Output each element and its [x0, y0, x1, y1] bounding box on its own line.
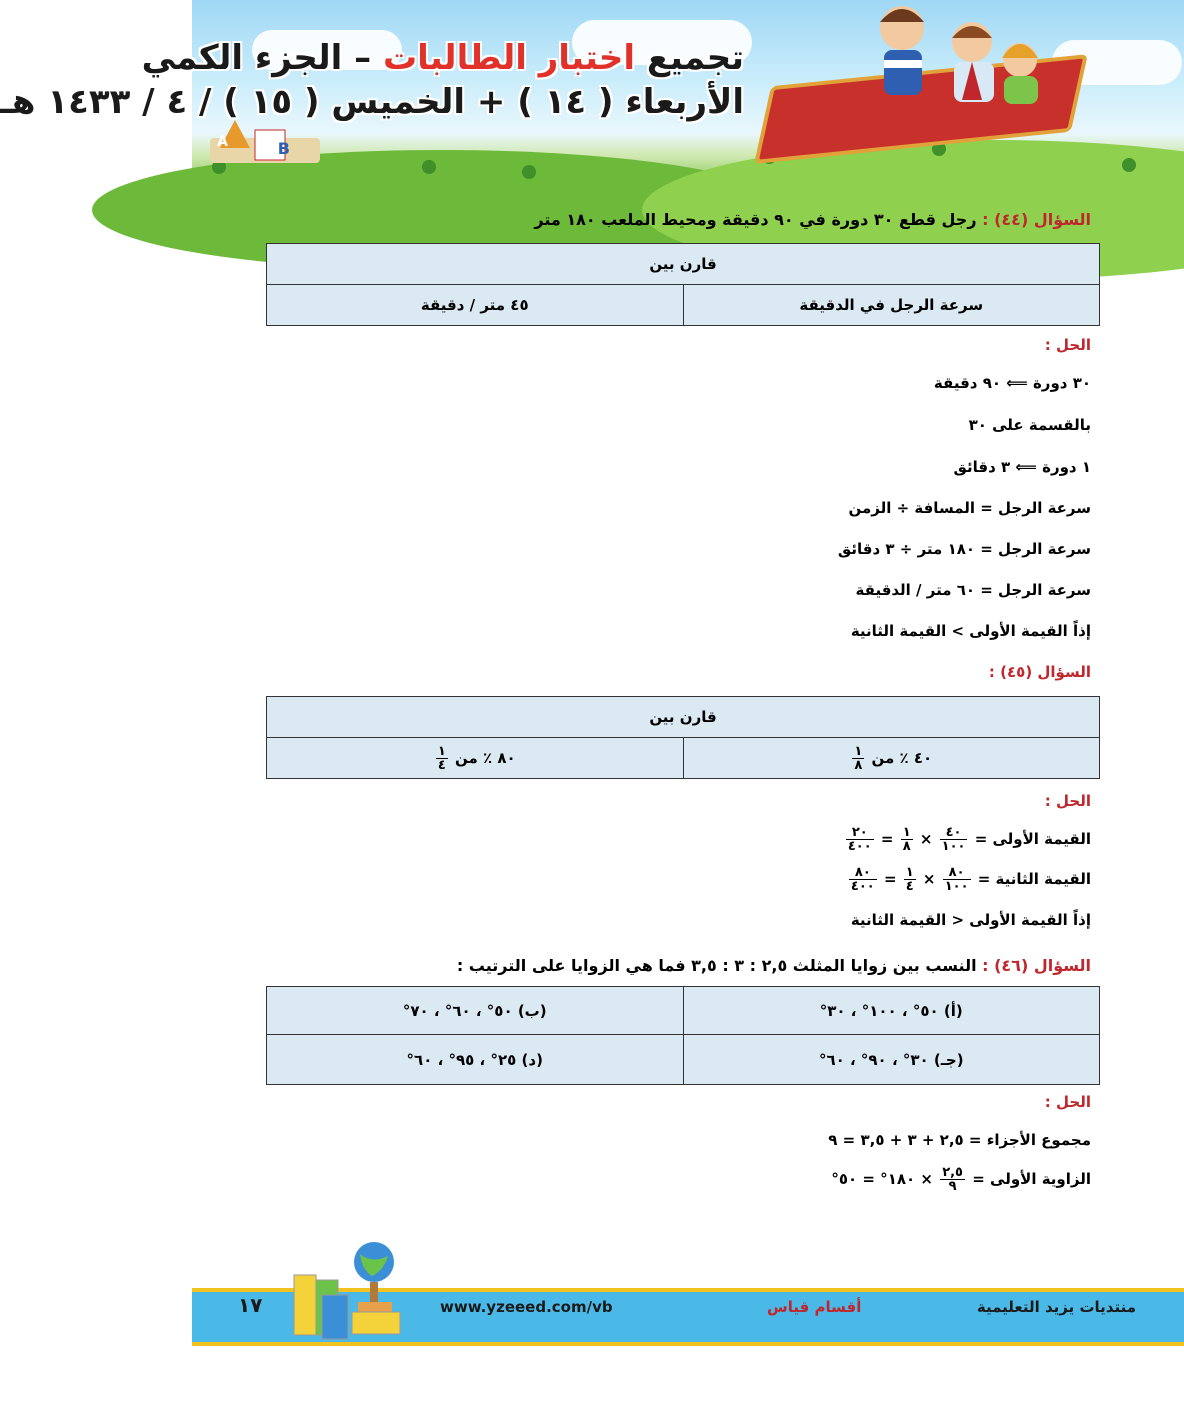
solution-conclusion: إذاً القيمة الأولى < القيمة الثانية [850, 911, 1091, 929]
compare-cell-left: ٨٠ ٪ من $\frac{١}{٤}$ [267, 738, 684, 779]
tree-icon [422, 160, 436, 174]
table-header: قارن بين [267, 697, 1100, 738]
options-table-46 [266, 986, 1100, 1085]
option-d: (د) ٢٥° ، ٩٥° ، ٦٠° [267, 1035, 684, 1085]
angle-equation: الزاوية الأولى = $\frac{٢,٥}{٩}$ × ١٨٠° = ٥٠° [831, 1165, 1091, 1194]
tree-icon [522, 165, 536, 179]
page-subtitle-date: الأربعاء ( ١٤ ) + الخميس ( ١٥ ) / ٤ / ١٤٣٣ هـ [0, 82, 744, 122]
first-value-equation: القيمة الأولى = $\frac{٤٠}{١٠٠}$ × $\frac{١}{٨}$ = $\frac{٢٠}{٤٠٠}$ [847, 825, 1091, 854]
svg-text:A: A [217, 134, 228, 150]
option-c: (جـ) ٣٠° ، ٩٠° ، ٦٠° [683, 1035, 1100, 1085]
footer-forum-name: منتديات يزيد التعليمية [976, 1298, 1136, 1316]
tree-icon [1122, 158, 1136, 172]
solution-step: سرعة الرجل = ٦٠ متر / الدقيقة [855, 581, 1091, 599]
footer-url-link[interactable]: www.yzeeed.com/vb [440, 1298, 613, 1316]
footer-section-link[interactable]: أقسام قياس [767, 1298, 862, 1316]
option-a: (أ) ٥٠° ، ١٠٠° ، ٣٠° [683, 987, 1100, 1035]
solution-step: إذاً القيمة الأولى > القيمة الثانية [850, 622, 1091, 640]
solution-step: مجموع الأجزاء = ٢,٥ + ٣ + ٣,٥ = ٩ [828, 1131, 1091, 1149]
solution-step: ١ دورة ⟸ ٣ دقائق [953, 458, 1091, 476]
solution-label: الحل : [1044, 792, 1091, 810]
question-label: السؤال (٤٤) : [982, 210, 1091, 229]
question-44 [534, 207, 1091, 233]
second-value-equation: القيمة الثانية = $\frac{٨٠}{١٠٠}$ × $\frac{١}{٤}$ = $\frac{٨٠}{٤٠٠}$ [850, 865, 1091, 894]
compare-cell-right: سرعة الرجل في الدقيقة [683, 285, 1100, 326]
solution-step: سرعة الرجل = المسافة ÷ الزمن [848, 499, 1091, 517]
question-label: السؤال (٤٦) : [982, 956, 1091, 975]
solution-label: الحل : [1044, 336, 1091, 354]
compare-table-45 [266, 696, 1100, 779]
solution-step: ٣٠ دورة ⟸ ٩٠ دقيقة [933, 374, 1091, 392]
question-46 [457, 953, 1091, 979]
question-text: النسب بين زوايا المثلث ٢,٥ : ٣ : ٣,٥ فما هي الزوايا على الترتيب : [456, 956, 983, 975]
compare-cell-right: ٤٠ ٪ من $\frac{١}{٨}$ [683, 738, 1100, 779]
question-text: رجل قطع ٣٠ دورة في ٩٠ دقيقة ومحيط الملعب ١٨٠ متر [534, 210, 983, 229]
children-illustration [832, 0, 1062, 110]
question-45-label: السؤال (٤٥) : [988, 663, 1091, 681]
page-number: ١٧ [238, 1293, 263, 1317]
compare-table-44 [266, 243, 1100, 326]
abc-blocks-illustration [210, 118, 320, 163]
solution-step: بالقسمة على ٣٠ [968, 416, 1091, 434]
books-globe-icon [292, 1240, 412, 1340]
header-banner [0, 0, 1184, 190]
solution-label: الحل : [1044, 1093, 1091, 1111]
option-b: (ب) ٥٠° ، ٦٠° ، ٧٠° [267, 987, 684, 1035]
page-title: تجميع اختبار الطالبات – الجزء الكمي [141, 38, 744, 78]
svg-text:B: B [277, 139, 290, 158]
table-header: قارن بين [267, 244, 1100, 285]
solution-step: سرعة الرجل = ١٨٠ متر ÷ ٣ دقائق [837, 540, 1091, 558]
compare-cell-left: ٤٥ متر / دقيقة [267, 285, 684, 326]
